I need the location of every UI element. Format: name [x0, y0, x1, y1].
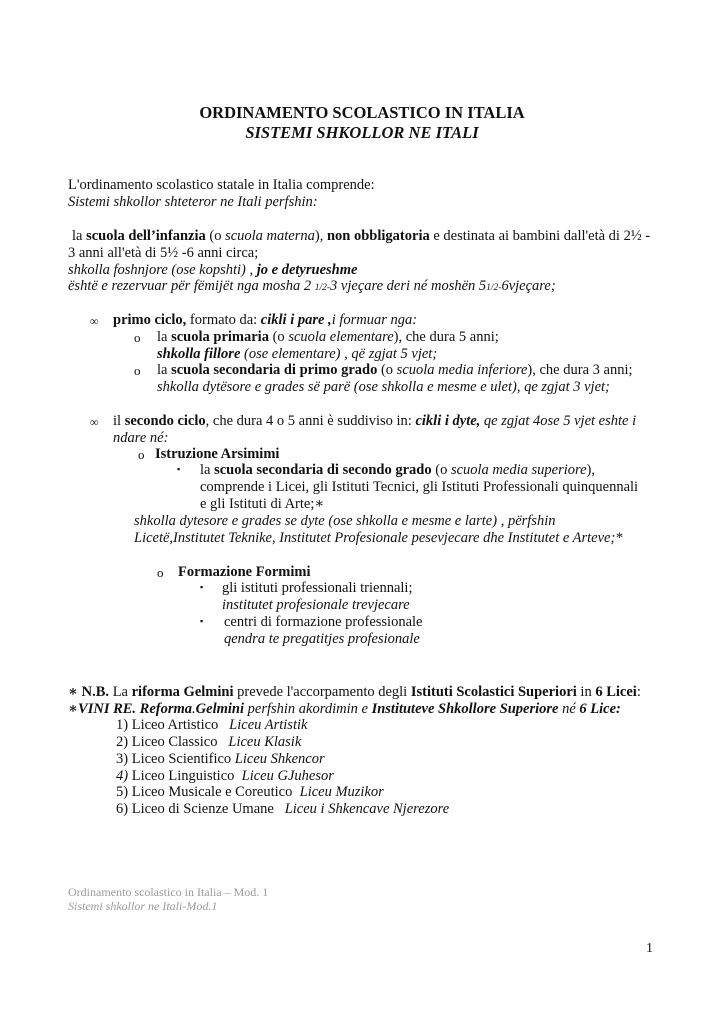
comprende-line: comprende i Licei, gli Istituti Tecnici, gli Istituti Professionali quinquennali	[200, 479, 639, 495]
institutet-trevjecare-line: institutet profesionale trevjecare	[222, 597, 410, 613]
shkolla-dytesore-line: shkolla dytësore e grades së parë (ose shkolla e mesme e ulet), qe zgjat 3 vjet;	[157, 379, 610, 395]
scuola-secondaria-primo-line: la scuola secondaria di primo grado (o scuola media inferiore), che dura 3 anni;	[157, 362, 633, 378]
page-number: 1	[646, 941, 653, 956]
istruzione-heading: Istruzione Arsimimi	[155, 446, 280, 462]
list-item: 3) Liceo Scientifico Liceu Shkencor	[116, 751, 325, 767]
intro-italian: L'ordinamento scolastico statale in Italia comprende:	[68, 177, 375, 193]
asterisk-icon: ∗	[68, 684, 79, 700]
formazione-heading: Formazione Formimi	[178, 564, 311, 580]
shkolla-dytesore-dyte-line: shkolla dytesore e grades se dyte (ose shkolla e mesme e larte) , përfshin	[134, 513, 556, 529]
infanzia-line-4: është e rezervuar për fëmijët nga mosha 2 1/2-3 vjeçare deri né moshën 51/2-6vjeçare;	[68, 278, 556, 294]
infinity-bullet-icon: ∞	[90, 415, 99, 429]
title-albanian: SISTEMI SHKOLLOR NE ITALI	[245, 123, 479, 142]
istituti-triennali-line: gli istituti professionali triennali;	[222, 580, 413, 596]
list-item: 2) Liceo Classico Liceu Klasik	[116, 734, 302, 750]
shkolla-fillore-line: shkolla fillore (ose elementare) , që zgjat 5 vjet;	[157, 346, 438, 362]
square-bullet-icon: ▪	[200, 582, 204, 592]
licete-line: Licetë,Institutet Teknike, Institutet Profesionale pesevjecare dhe Institutet e Arteve;*	[134, 530, 623, 546]
infanzia-line-3: shkolla foshnjore (ose kopshti) , jo e detyrueshme	[68, 262, 358, 278]
scuola-secondaria-secondo-line: la scuola secondaria di secondo grado (o scuola media superiore),	[200, 462, 596, 478]
infanzia-line-1: la scuola dell’infanzia (o scuola materna), non obbligatoria e destinata ai bambini dall'età di 2½ -	[72, 228, 651, 244]
footer-italian: Ordinamento scolastico in Italia – Mod. 1	[68, 885, 269, 899]
asterisk-icon: ∗	[314, 496, 325, 512]
asterisk-icon: ∗	[68, 701, 79, 717]
qendra-line: qendra te pregatitjes profesionale	[224, 631, 420, 647]
scuola-primaria-line: la scuola primaria (o scuola elementare), che dura 5 anni;	[157, 329, 499, 345]
square-bullet-icon: ▪	[177, 464, 181, 474]
nb-albanian-line: ∗VINI RE. Reforma.Gelmini perfshin akordimin e Instituteve Shkollore Superiore né 6 Lice:	[68, 701, 621, 717]
intro-albanian: Sistemi shkollor shteteror ne Itali perfshin:	[68, 194, 318, 210]
footer-albanian: Sistemi shkollor ne Itali-Mod.1	[68, 899, 218, 913]
circle-bullet-icon: o	[134, 363, 141, 378]
square-bullet-icon: ▪	[200, 616, 204, 626]
centri-formazione-line: centri di formazione professionale	[224, 614, 423, 630]
list-item: 5) Liceo Musicale e Coreutico Liceu Muzikor	[116, 784, 384, 800]
circle-bullet-icon: o	[157, 565, 164, 580]
title-italian: ORDINAMENTO SCOLASTICO IN ITALIA	[199, 103, 525, 122]
list-item: 6) Liceo di Scienze Umane Liceu i Shkencave Njerezore	[116, 801, 450, 817]
istituti-arte-line: e gli Istituti di Arte;∗	[200, 496, 325, 512]
circle-bullet-icon: o	[138, 447, 145, 462]
list-item: 1) Liceo Artistico Liceu Artistik	[116, 717, 308, 733]
infanzia-line-2: 3 anni all'età di 5½ -6 anni circa;	[68, 245, 259, 261]
secondo-ciclo-line-1: il secondo ciclo, che dura 4 o 5 anni è suddiviso in: cikli i dyte, qe zgjat 4ose 5 vjet eshte i	[113, 413, 637, 429]
secondo-ciclo-line-2: ndare né:	[113, 430, 169, 446]
primo-ciclo-line: primo ciclo, formato da: cikli i pare ,i formuar nga:	[113, 312, 418, 328]
infinity-bullet-icon: ∞	[90, 314, 99, 328]
nb-italian-line: ∗ N.B. La riforma Gelmini prevede l'accorpamento degli Istituti Scolastici Superiori in 6 Licei:	[68, 684, 641, 700]
circle-bullet-icon: o	[134, 330, 141, 345]
list-item: 4) Liceo Linguistico Liceu GJuhesor	[116, 768, 334, 784]
